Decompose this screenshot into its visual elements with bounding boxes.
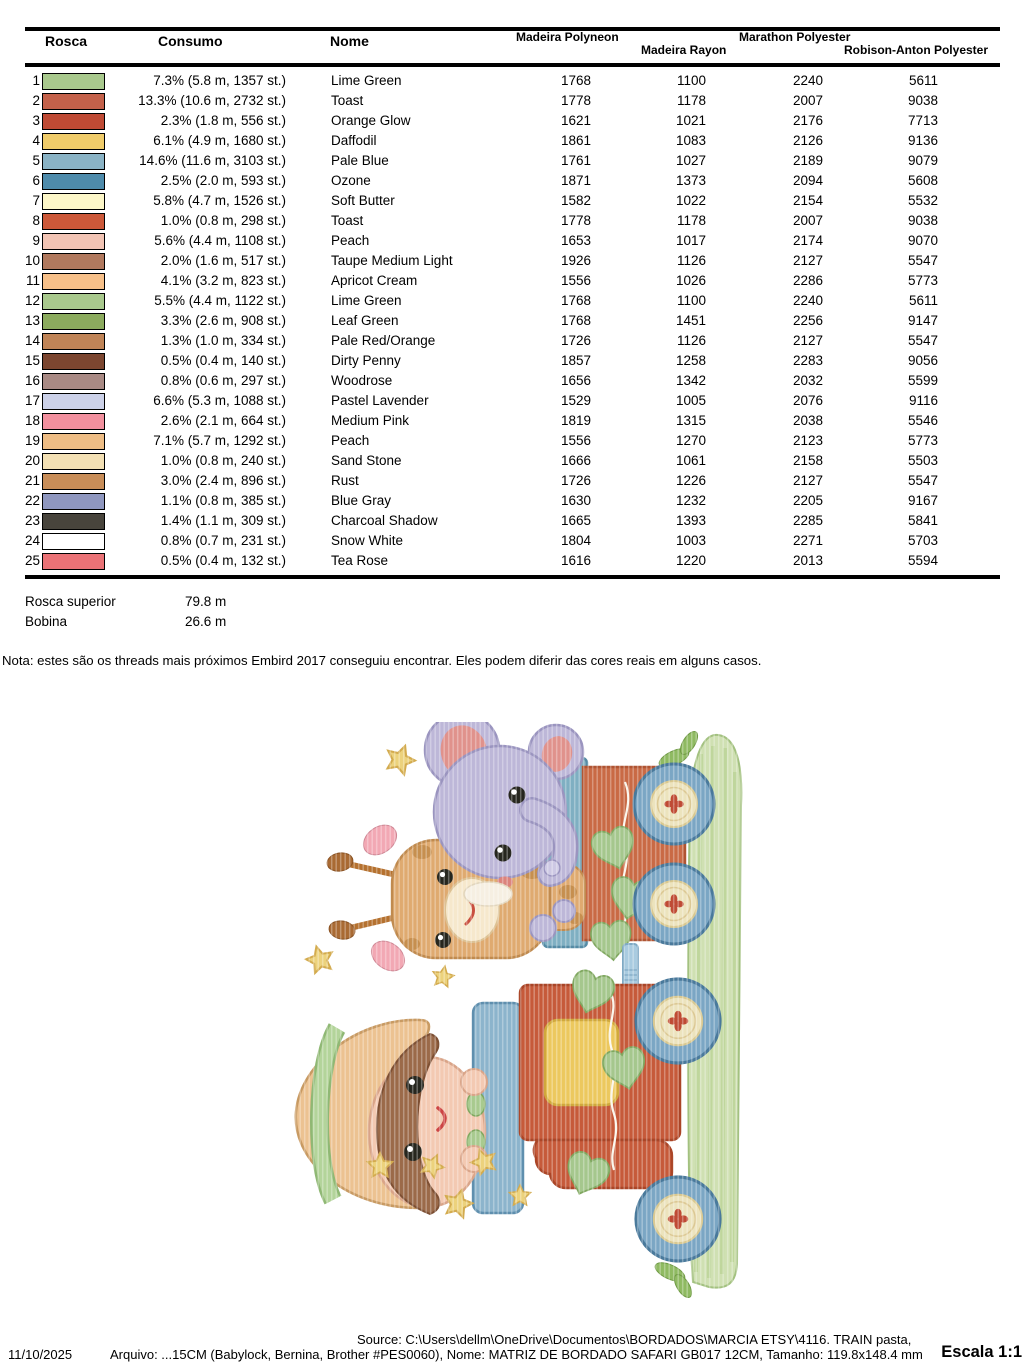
thread-table-row <box>25 291 1000 311</box>
thread-name: Leaf Green <box>331 313 399 328</box>
madeira-rayon-code: 1126 <box>676 253 706 268</box>
col-header-marathon-polyester: Marathon Polyester <box>739 30 851 44</box>
thread-name: Snow White <box>331 533 404 548</box>
marathon-polyester-code: 2285 <box>792 513 823 528</box>
thread-name: Lime Green <box>331 293 402 308</box>
marathon-polyester-code: 2038 <box>792 413 823 428</box>
madeira-rayon-code: 1061 <box>675 453 706 468</box>
marathon-polyester-code: 2286 <box>792 273 823 288</box>
thread-name: Taupe Medium Light <box>331 253 453 268</box>
thread-consumption: 7.1% (5.7 m, 1292 st.) <box>153 433 286 448</box>
thread-table-row <box>25 131 1000 151</box>
madeira-polyneon-code: 1630 <box>560 493 591 508</box>
thread-color-swatch <box>42 253 105 270</box>
thread-color-swatch <box>42 293 105 310</box>
thread-table-row <box>25 551 1000 571</box>
col-header-nome: Nome <box>330 33 369 49</box>
thread-color-swatch <box>42 193 105 210</box>
madeira-rayon-code: 1258 <box>675 353 706 368</box>
thread-consumption: 1.4% (1.1 m, 309 st.) <box>160 513 286 528</box>
marathon-polyester-code: 2256 <box>792 313 823 328</box>
madeira-rayon-code: 1315 <box>675 413 706 428</box>
madeira-rayon-code: 1017 <box>675 233 706 248</box>
madeira-polyneon-code: 1666 <box>560 453 591 468</box>
thread-consumption: 0.8% (0.6 m, 297 st.) <box>160 373 286 388</box>
madeira-polyneon-code: 1768 <box>560 293 591 308</box>
robison-anton-code: 7713 <box>907 113 938 128</box>
col-header-madeira-polyneon: Madeira Polyneon <box>516 30 619 44</box>
thread-table-row <box>25 231 1000 251</box>
rosca-superior-value: 79.8 m <box>185 594 227 609</box>
footer-date: 11/10/2025 <box>8 1347 73 1362</box>
madeira-rayon-code: 1027 <box>675 153 706 168</box>
thread-number: 25 <box>25 553 41 568</box>
madeira-rayon-code: 1270 <box>675 433 706 448</box>
thread-consumption: 2.3% (1.8 m, 556 st.) <box>160 113 286 128</box>
thread-table-row <box>25 191 1000 211</box>
thread-number: 8 <box>32 213 40 228</box>
thread-color-swatch <box>42 313 105 330</box>
madeira-polyneon-code: 1926 <box>560 253 591 268</box>
robison-anton-code: 5611 <box>908 73 938 88</box>
thread-color-swatch <box>42 333 105 350</box>
header-bottom-rule <box>25 63 1000 67</box>
thread-consumption: 5.8% (4.7 m, 1526 st.) <box>153 193 286 208</box>
marathon-polyester-code: 2126 <box>792 133 823 148</box>
madeira-rayon-code: 1100 <box>676 73 706 88</box>
thread-name: Dirty Penny <box>331 353 401 368</box>
marathon-polyester-code: 2076 <box>792 393 823 408</box>
madeira-polyneon-code: 1726 <box>560 333 591 348</box>
madeira-rayon-code: 1451 <box>675 313 706 328</box>
marathon-polyester-code: 2240 <box>792 293 823 308</box>
thread-number: 24 <box>25 533 41 548</box>
marathon-polyester-code: 2240 <box>792 73 823 88</box>
thread-name: Toast <box>331 93 364 108</box>
thread-table-row <box>25 531 1000 551</box>
marathon-polyester-code: 2283 <box>792 353 823 368</box>
thread-name: Medium Pink <box>331 413 410 428</box>
robison-anton-code: 5547 <box>907 333 938 348</box>
thread-table-row <box>25 211 1000 231</box>
thread-color-swatch <box>42 113 105 130</box>
bobina-label: Bobina <box>25 614 68 629</box>
col-header-consumo: Consumo <box>158 33 223 49</box>
thread-color-swatch <box>42 433 105 450</box>
thread-number: 3 <box>32 113 40 128</box>
madeira-rayon-code: 1178 <box>676 93 706 108</box>
thread-consumption: 7.3% (5.8 m, 1357 st.) <box>153 73 286 88</box>
col-header-robison-anton: Robison-Anton Polyester <box>844 43 989 57</box>
madeira-polyneon-code: 1768 <box>560 73 591 88</box>
threads-note: Nota: estes são os threads mais próximos Embird 2017 conseguiu encontrar. Eles podem diferir das cores reais em alguns casos. <box>2 653 762 668</box>
thread-name: Pale Blue <box>331 153 389 168</box>
thread-name: Peach <box>331 433 370 448</box>
thread-table-row <box>25 151 1000 171</box>
thread-number: 2 <box>32 93 40 108</box>
madeira-polyneon-code: 1861 <box>560 133 591 148</box>
thread-consumption: 13.3% (10.6 m, 2732 st.) <box>138 93 286 108</box>
thread-name: Toast <box>331 213 364 228</box>
marathon-polyester-code: 2154 <box>792 193 823 208</box>
thread-number: 12 <box>25 293 41 308</box>
madeira-polyneon-code: 1653 <box>560 233 591 248</box>
marathon-polyester-code: 2174 <box>792 233 823 248</box>
thread-name: Soft Butter <box>331 193 395 208</box>
madeira-polyneon-code: 1761 <box>560 153 591 168</box>
thread-name: Apricot Cream <box>331 273 418 288</box>
madeira-polyneon-code: 1529 <box>560 393 591 408</box>
thread-number: 15 <box>25 353 41 368</box>
thread-table-row <box>25 431 1000 451</box>
thread-number: 1 <box>32 73 40 88</box>
thread-table-row <box>25 171 1000 191</box>
robison-anton-code: 5547 <box>907 473 938 488</box>
thread-color-swatch <box>42 513 105 530</box>
thread-number: 5 <box>32 153 40 168</box>
madeira-rayon-code: 1373 <box>675 173 706 188</box>
thread-color-swatch <box>42 493 105 510</box>
thread-number: 21 <box>25 473 41 488</box>
thread-consumption: 1.0% (0.8 m, 240 st.) <box>160 453 286 468</box>
robison-anton-code: 9056 <box>907 353 938 368</box>
thread-color-swatch <box>42 153 105 170</box>
madeira-rayon-code: 1178 <box>676 213 706 228</box>
marathon-polyester-code: 2007 <box>792 213 823 228</box>
madeira-rayon-code: 1126 <box>676 333 706 348</box>
thread-name: Lime Green <box>331 73 402 88</box>
thread-number: 10 <box>25 253 41 268</box>
robison-anton-code: 5599 <box>907 373 938 388</box>
madeira-rayon-code: 1220 <box>675 553 706 568</box>
thread-table-row <box>25 491 1000 511</box>
thread-color-swatch <box>42 473 105 490</box>
thread-name: Orange Glow <box>331 113 411 128</box>
thread-color-swatch <box>42 453 105 470</box>
thread-name: Charcoal Shadow <box>331 513 438 528</box>
robison-anton-code: 9116 <box>908 393 938 408</box>
thread-table-row <box>25 351 1000 371</box>
table-bottom-rule <box>25 575 1000 579</box>
thread-color-swatch <box>42 393 105 410</box>
thread-consumption: 1.0% (0.8 m, 298 st.) <box>160 213 286 228</box>
thread-consumption: 6.6% (5.3 m, 1088 st.) <box>153 393 286 408</box>
thread-number: 13 <box>25 313 41 328</box>
thread-name: Tea Rose <box>331 553 389 568</box>
madeira-rayon-code: 1022 <box>675 193 706 208</box>
thread-table-row <box>25 471 1000 491</box>
robison-anton-code: 9147 <box>907 313 938 328</box>
thread-table-row <box>25 271 1000 291</box>
thread-name: Sand Stone <box>331 453 402 468</box>
marathon-polyester-code: 2094 <box>792 173 823 188</box>
thread-color-swatch <box>42 213 105 230</box>
embroidery-design-preview <box>280 722 760 1302</box>
robison-anton-code: 5608 <box>907 173 938 188</box>
thread-number: 11 <box>25 273 40 288</box>
madeira-rayon-code: 1100 <box>676 293 706 308</box>
thread-consumption: 14.6% (11.6 m, 3103 st.) <box>139 153 286 168</box>
thread-table-row <box>25 71 1000 91</box>
thread-table <box>25 71 1000 571</box>
madeira-rayon-code: 1026 <box>675 273 706 288</box>
thread-table-row <box>25 111 1000 131</box>
thread-name: Rust <box>331 473 359 488</box>
stitch-texture-overlay <box>280 722 760 1302</box>
robison-anton-code: 5594 <box>907 553 938 568</box>
marathon-polyester-code: 2123 <box>792 433 823 448</box>
madeira-polyneon-code: 1582 <box>560 193 591 208</box>
marathon-polyester-code: 2007 <box>792 93 823 108</box>
thread-color-swatch <box>42 353 105 370</box>
thread-table-row <box>25 451 1000 471</box>
thread-table-row <box>25 391 1000 411</box>
marathon-polyester-code: 2127 <box>792 253 823 268</box>
madeira-rayon-code: 1226 <box>675 473 706 488</box>
thread-number: 23 <box>25 513 41 528</box>
thread-color-swatch <box>42 233 105 250</box>
thread-consumption: 1.3% (1.0 m, 334 st.) <box>160 333 286 348</box>
madeira-polyneon-code: 1819 <box>560 413 591 428</box>
thread-color-swatch <box>42 273 105 290</box>
thread-consumption: 0.5% (0.4 m, 132 st.) <box>160 553 286 568</box>
robison-anton-code: 5611 <box>908 293 938 308</box>
thread-name: Ozone <box>331 173 371 188</box>
madeira-polyneon-code: 1857 <box>560 353 591 368</box>
thread-color-swatch <box>42 373 105 390</box>
robison-anton-code: 5773 <box>907 273 938 288</box>
thread-table-row <box>25 371 1000 391</box>
thread-consumption: 1.1% (0.8 m, 385 st.) <box>160 493 286 508</box>
thread-consumption: 5.5% (4.4 m, 1122 st.) <box>154 293 286 308</box>
madeira-polyneon-code: 1726 <box>560 473 591 488</box>
robison-anton-code: 9070 <box>907 233 938 248</box>
robison-anton-code: 5532 <box>907 193 938 208</box>
robison-anton-code: 9136 <box>907 133 938 148</box>
thread-table-row <box>25 331 1000 351</box>
thread-consumption: 2.0% (1.6 m, 517 st.) <box>160 253 286 268</box>
thread-number: 22 <box>25 493 41 508</box>
thread-name: Daffodil <box>331 133 377 148</box>
madeira-rayon-code: 1005 <box>675 393 706 408</box>
madeira-polyneon-code: 1556 <box>560 433 591 448</box>
thread-color-swatch <box>42 93 105 110</box>
robison-anton-code: 5547 <box>907 253 938 268</box>
thread-name: Peach <box>331 233 370 248</box>
footer-source: Source: C:\Users\dellm\OneDrive\Documentos\BORDADOS\MARCIA ETSY\4116. TRAIN pasta, <box>357 1332 912 1347</box>
marathon-polyester-code: 2127 <box>792 333 823 348</box>
madeira-polyneon-code: 1556 <box>560 273 591 288</box>
madeira-polyneon-code: 1665 <box>560 513 591 528</box>
thread-number: 14 <box>25 333 41 348</box>
thread-number: 7 <box>32 193 40 208</box>
madeira-rayon-code: 1003 <box>675 533 706 548</box>
thread-table-row <box>25 511 1000 531</box>
thread-number: 9 <box>32 233 40 248</box>
thread-number: 17 <box>25 393 41 408</box>
bobina-value: 26.6 m <box>185 614 227 629</box>
marathon-polyester-code: 2189 <box>792 153 823 168</box>
madeira-polyneon-code: 1656 <box>560 373 591 388</box>
madeira-polyneon-code: 1804 <box>560 533 591 548</box>
thread-table-row <box>25 411 1000 431</box>
col-header-madeira-rayon: Madeira Rayon <box>641 43 727 57</box>
thread-consumption: 2.5% (2.0 m, 593 st.) <box>160 173 286 188</box>
rosca-superior-label: Rosca superior <box>25 594 116 609</box>
thread-consumption: 6.1% (4.9 m, 1680 st.) <box>153 133 286 148</box>
thread-color-swatch <box>42 553 105 570</box>
thread-table-row <box>25 91 1000 111</box>
thread-number: 16 <box>25 373 41 388</box>
robison-anton-code: 5503 <box>907 453 938 468</box>
thread-number: 19 <box>25 433 41 448</box>
thread-consumption: 5.6% (4.4 m, 1108 st.) <box>154 233 286 248</box>
madeira-polyneon-code: 1778 <box>560 93 591 108</box>
thread-color-swatch <box>42 413 105 430</box>
thread-number: 4 <box>32 133 40 148</box>
col-header-rosca: Rosca <box>45 33 88 49</box>
madeira-polyneon-code: 1778 <box>560 213 591 228</box>
thread-number: 6 <box>32 173 40 188</box>
footer-arquivo: Arquivo: ...15CM (Babylock, Bernina, Brother #PES0060), Nome: MATRIZ DE BORDADO SAFARI GB017 12CM, Tamanho: 119.8x148.4 mm <box>110 1347 923 1362</box>
marathon-polyester-code: 2271 <box>792 533 823 548</box>
madeira-rayon-code: 1342 <box>675 373 706 388</box>
thread-name: Blue Gray <box>331 493 392 508</box>
thread-color-swatch <box>42 73 105 90</box>
robison-anton-code: 9038 <box>907 213 938 228</box>
thread-name: Woodrose <box>331 373 393 388</box>
madeira-rayon-code: 1083 <box>675 133 706 148</box>
table-top-rule <box>25 27 1000 31</box>
robison-anton-code: 5703 <box>907 533 938 548</box>
thread-name: Pastel Lavender <box>331 393 429 408</box>
thread-number: 18 <box>25 413 41 428</box>
madeira-rayon-code: 1393 <box>675 513 706 528</box>
footer-escala: Escala 1:1 <box>941 1343 1022 1361</box>
madeira-polyneon-code: 1616 <box>560 553 591 568</box>
thread-consumption: 0.8% (0.7 m, 231 st.) <box>160 533 286 548</box>
robison-anton-code: 9038 <box>907 93 938 108</box>
madeira-polyneon-code: 1768 <box>560 313 591 328</box>
marathon-polyester-code: 2127 <box>792 473 823 488</box>
robison-anton-code: 9167 <box>907 493 938 508</box>
marathon-polyester-code: 2032 <box>792 373 823 388</box>
thread-consumption: 3.3% (2.6 m, 908 st.) <box>160 313 286 328</box>
madeira-rayon-code: 1232 <box>675 493 706 508</box>
thread-consumption: 0.5% (0.4 m, 140 st.) <box>160 353 286 368</box>
madeira-polyneon-code: 1621 <box>560 113 591 128</box>
thread-number: 20 <box>25 453 41 468</box>
thread-name: Pale Red/Orange <box>331 333 436 348</box>
marathon-polyester-code: 2158 <box>792 453 823 468</box>
thread-consumption: 2.6% (2.1 m, 664 st.) <box>160 413 286 428</box>
madeira-polyneon-code: 1871 <box>560 173 591 188</box>
thread-consumption: 4.1% (3.2 m, 823 st.) <box>160 273 286 288</box>
thread-consumption: 3.0% (2.4 m, 896 st.) <box>160 473 286 488</box>
marathon-polyester-code: 2205 <box>792 493 823 508</box>
thread-color-swatch <box>42 173 105 190</box>
thread-table-row <box>25 311 1000 331</box>
robison-anton-code: 5841 <box>907 513 938 528</box>
robison-anton-code: 5546 <box>907 413 938 428</box>
marathon-polyester-code: 2013 <box>792 553 823 568</box>
madeira-rayon-code: 1021 <box>675 113 706 128</box>
robison-anton-code: 9079 <box>907 153 938 168</box>
robison-anton-code: 5773 <box>907 433 938 448</box>
marathon-polyester-code: 2176 <box>792 113 823 128</box>
thread-table-row <box>25 251 1000 271</box>
thread-color-swatch <box>42 533 105 550</box>
thread-color-swatch <box>42 133 105 150</box>
